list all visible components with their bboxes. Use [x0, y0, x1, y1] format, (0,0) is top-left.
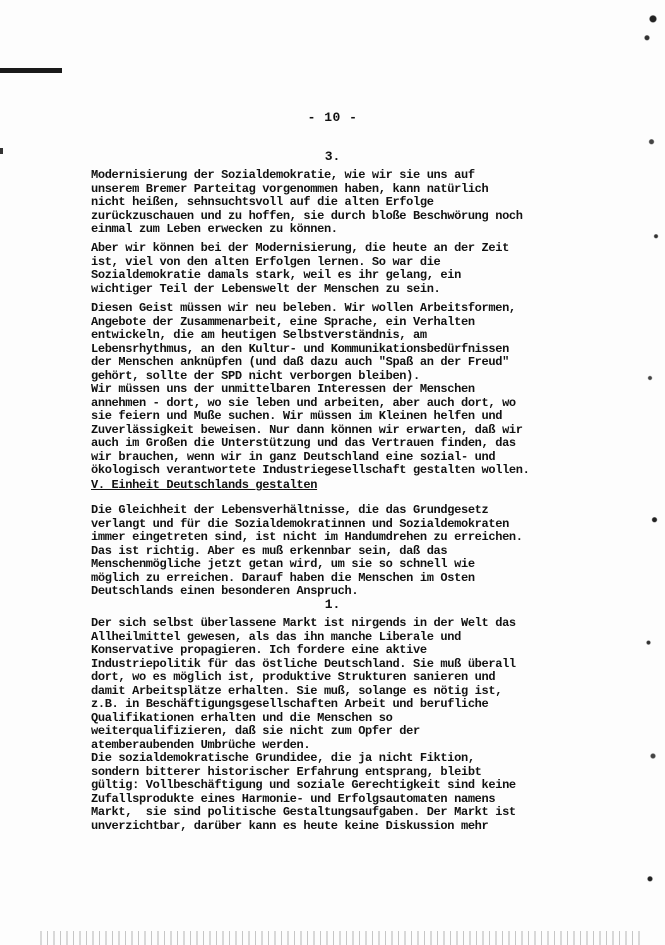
paragraph-7: Die sozialdemokratische Grundidee, die ja nicht Fiktion, sondern bitterer historischer Erfahrung entsprang, bleibt gültig: Vollbeschäftigung und soziale Gerechtigkeit sind keine Zufallsprodukte eines Harmonie- und Erfolgsautomaten namens Markt, sie sind politische Gestaltungsaufgaben. Der Markt ist unverzichtbar, darüber kann es heute keine Diskussion mehr [91, 751, 516, 833]
paragraph-1: Modernisierung der Sozialdemokratie, wie wir sie uns auf unserem Bremer Parteitag vorgenommen haben, kann natürlich nicht heißen, sehnsuchtsvoll auf die alten Erfolge zurückzuschauen und zu hoffen, sie durch bloße Beschwörung noch einmal zum Leben erwecken zu können. [91, 168, 523, 236]
paragraph-2: Aber wir können bei der Modernisierung, die heute an der Zeit ist, viel von den alten Erfolgen lernen. So war die Sozialdemokratie damals stark, weil es ihr gelang, ein wichtiger Teil der Lebenswelt der Menschen zu sein. [91, 241, 509, 296]
scan-artifact-bar [0, 68, 62, 73]
paragraph-6: Der sich selbst überlassene Markt ist nirgends in der Welt das Allheilmittel gewesen, als das ihn manche Liberale und Konservative propagieren. Ich fordere eine aktive Industriepolitik für das östliche Deutschland. Sie muß überall dort, wo es möglich ist, produktive Strukturen sanieren und damit Arbeitsplätze erhalten. Sie muß, solange es nötig ist, z.B. in Beschäftigungsgesellschaften Arbeit und berufliche Qualifikationen erhalten und die Menschen so weiterqualifizieren, daß sie nicht zum Opfer der atemberaubenden Umbrüche werden. [91, 616, 516, 752]
paragraph-4: Wir müssen uns der unmittelbaren Interessen der Menschen annehmen - dort, wo sie leben und arbeiten, aber auch dort, wo sie feiern und Muße suchen. Wir müssen im Kleinen helfen und Zuverlässigkeit beweisen. Nur dann können wir erwarten, daß wir auch im Großen die Unterstützung und das Vertrauen finden, das wir brauchen, wenn wir in ganz Deutschland eine sozial- und ökologisch verantwortete Industriegesellschaft gestalten wollen. [91, 382, 530, 477]
section-number-1: 1. [324, 597, 341, 612]
section-heading: V. Einheit Deutschlands gestalten [91, 478, 318, 492]
paragraph-5: Die Gleichheit der Lebensverhältnisse, die das Grundgesetz verlangt und für die Sozialdemokratinnen und Sozialdemokraten immer eingetreten sind, ist nicht im Handumdrehen zu erreichen. Das ist richtig. Aber es muß erkennbar sein, daß das Menschenmögliche jetzt getan wird, um sie so schnell wie möglich zu erreichen. Darauf haben die Menschen im Osten Deutschlands einen besonderen Anspruch. [91, 503, 523, 598]
scan-artifact-edge [635, 0, 665, 945]
paragraph-3: Diesen Geist müssen wir neu beleben. Wir wollen Arbeitsformen, Angebote der Zusammenarbeit, eine Sprache, ein Verhalten entwickeln, die am heutigen Selbstverständnis, am Lebensrhythmus, an den Kultur- und Kommunikationsbedürfnissen der Menschen anknüpfen (und daß dazu auch "Spaß an der Freud" gehört, sollte der SPD nicht verborgen bleiben). [91, 301, 516, 383]
page-number: - 10 - [307, 110, 358, 125]
section-number-3: 3. [324, 149, 341, 164]
scan-artifact-bottom [40, 931, 640, 945]
